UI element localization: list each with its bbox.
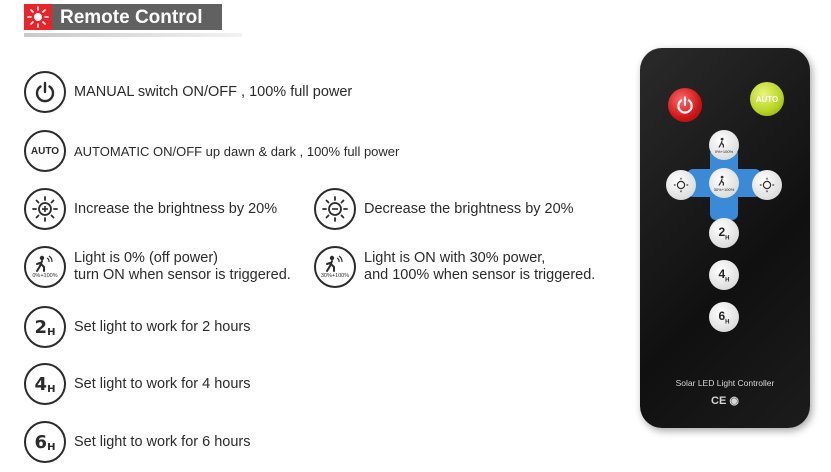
remote-auto-label: AUTO [755, 94, 779, 104]
motion-sensor-icon [24, 246, 66, 288]
timer-6h-icon: $6_H$ [24, 421, 66, 463]
header-underline [24, 33, 242, 37]
item-text: Set light to work for 6 hours [74, 433, 251, 450]
list-item [24, 306, 251, 348]
motion-sensor-icon [314, 246, 356, 288]
item-text: Decrease the brightness by 20% [364, 200, 574, 217]
item-text-line: turn ON when sensor is triggered. [74, 267, 291, 283]
remote-power-button [668, 88, 702, 122]
power-icon [675, 95, 695, 115]
auto-icon [24, 130, 66, 172]
brightness-down-icon [314, 188, 356, 230]
motion-sensor-icon [717, 175, 731, 187]
remote-label: Solar LED Light Controller [675, 378, 775, 388]
list-item [314, 246, 595, 288]
item-text: Set light to work for 2 hours [74, 318, 251, 335]
brightness-up-icon [24, 188, 66, 230]
item-text [364, 250, 595, 284]
item-text-line: Light is 0% (off power) [74, 250, 218, 266]
list-item [24, 246, 291, 288]
remote-2h-button: $2_H$ [709, 218, 739, 248]
list-item [24, 363, 251, 405]
remote-cert-mark: CE ◉ [711, 395, 739, 407]
bulb-icon [24, 4, 52, 30]
item-text: AUTOMATIC ON/OFF up dawn & dark , 100% full power [74, 143, 400, 159]
list-item [314, 188, 574, 230]
timer-4h-icon: $4_H$ [24, 363, 66, 405]
remote-4h-button: $4_H$ [709, 260, 739, 290]
list-item [24, 188, 277, 230]
item-text: Set light to work for 4 hours [74, 375, 251, 392]
remote-brightness-up-button [666, 170, 696, 200]
list-item [24, 130, 399, 172]
remote-control-image [640, 48, 810, 428]
brightness-down-icon [758, 176, 776, 194]
remote-sensor-label: 0%+100% [714, 148, 734, 154]
sensor-icon-label: 0%+100% [32, 273, 58, 279]
motion-sensor-icon [717, 137, 731, 149]
recycle-icon: ◉ [729, 395, 739, 407]
remote-brightness-down-button [752, 170, 782, 200]
power-icon [24, 71, 66, 113]
auto-icon-label: AUTO [30, 145, 60, 157]
section-header [24, 4, 274, 34]
remote-6h-button: $6_H$ [709, 302, 739, 332]
item-text-line: and 100% when sensor is triggered. [364, 267, 596, 283]
remote-sensor-label: 30%+100% [713, 186, 735, 192]
sensor-icon-label: 30%+100% [320, 273, 350, 279]
list-item [24, 71, 352, 113]
item-text: MANUAL switch ON/OFF , 100% full power [74, 83, 353, 100]
timer-2h-icon: $2_H$ [24, 306, 66, 348]
brightness-up-icon [672, 176, 690, 194]
item-text-line: Light is ON with 30% power, [364, 250, 546, 266]
header-icon-box [24, 4, 52, 30]
page-title: Remote Control [60, 7, 203, 28]
item-text [74, 250, 291, 284]
remote-sensor-button-top [709, 130, 739, 160]
remote-auto-button [750, 82, 784, 116]
remote-sensor-button-mid [709, 168, 739, 198]
item-text: Increase the brightness by 20% [74, 200, 278, 217]
list-item [24, 421, 251, 463]
